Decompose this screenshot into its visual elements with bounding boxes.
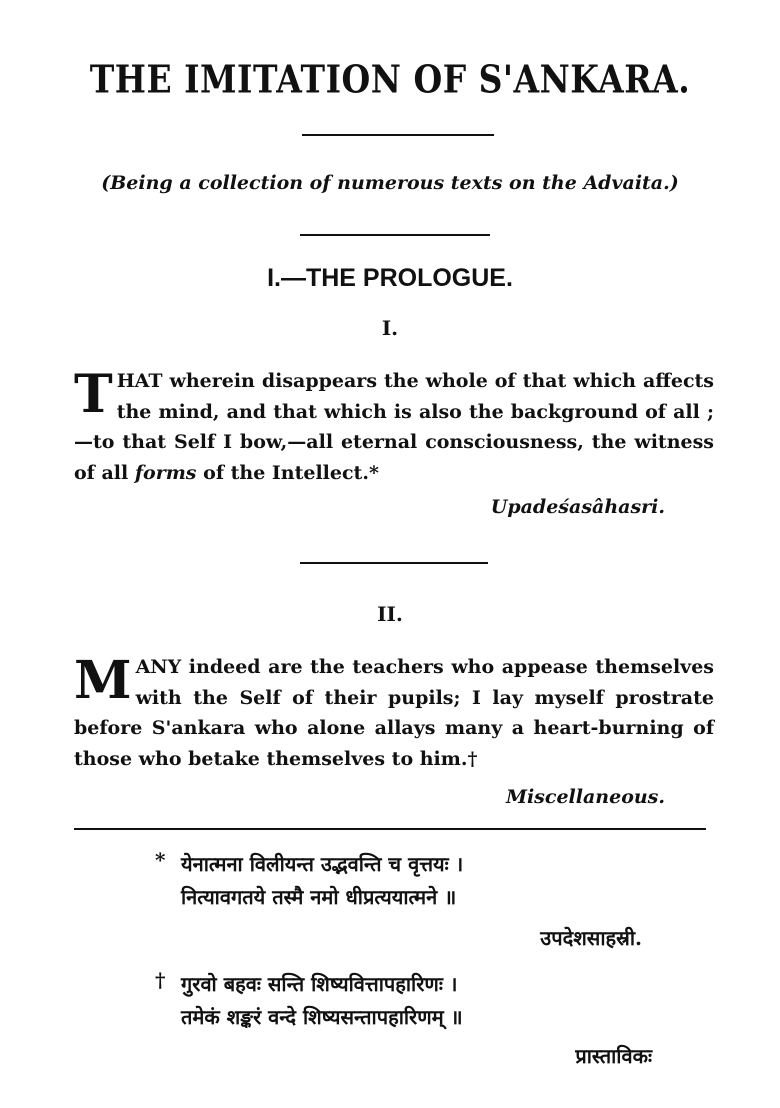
passage-line: HAT wherein disappears the whole of that which affects	[116, 370, 714, 392]
footnote-2	[155, 968, 463, 1034]
passage-1	[74, 366, 714, 488]
footnote-line: तमेकं शङ्करं वन्दे शिष्यसन्तापहारिणम् ॥	[181, 1005, 463, 1029]
divider	[300, 234, 490, 236]
passage-text: the Self of their pupils; I lay myself prostrate before S'ankara who alone allays many a heart-burning of those who betake themselves to him.†	[74, 686, 714, 770]
footnote-mark: *	[155, 848, 166, 872]
passage-numeral: I.	[381, 316, 399, 340]
subtitle: (Being a collection of numerous texts on the Advaita.)	[101, 172, 679, 194]
passage-source: Upadeśasâhasri.	[490, 496, 665, 518]
passage-italic: forms	[134, 461, 197, 484]
footnote-mark: †	[155, 968, 166, 992]
passage-line: ANY indeed are the teachers who appease themselves with	[135, 656, 714, 709]
passage-numeral: II.	[377, 602, 403, 626]
footnote-1	[155, 848, 463, 914]
divider	[302, 134, 494, 136]
drop-cap: T	[74, 364, 113, 425]
footnote-line: येनात्मना विलीयन्त उद्भवन्ति च वृत्तयः ।	[181, 852, 464, 876]
passage-tail: of the Intellect.*	[203, 461, 379, 484]
section-heading: I.—THE PROLOGUE.	[267, 264, 513, 292]
footnote-line: गुरवो बहवः सन्ति शिष्यवित्तापहारिणः ।	[181, 972, 458, 996]
drop-cap: M	[74, 650, 132, 711]
footnote-source: प्रास्ताविकः	[575, 1044, 652, 1068]
divider	[300, 562, 488, 564]
footnote-line: नित्यावगतये तस्मै नमो धीप्रत्ययात्मने ॥	[181, 885, 457, 909]
page-title: THE IMITATION OF S'ANKARA.	[89, 57, 691, 102]
passage-source: Miscellaneous.	[505, 786, 665, 808]
footnote-divider	[74, 828, 706, 830]
passage-text: the mind, and that which is also the background of all ;—to that Self I bow,—all eternal consciousness, the witness of all	[74, 400, 714, 484]
passage-2	[74, 652, 714, 774]
footnote-source: उपदेशसाहस्री.	[540, 926, 642, 950]
